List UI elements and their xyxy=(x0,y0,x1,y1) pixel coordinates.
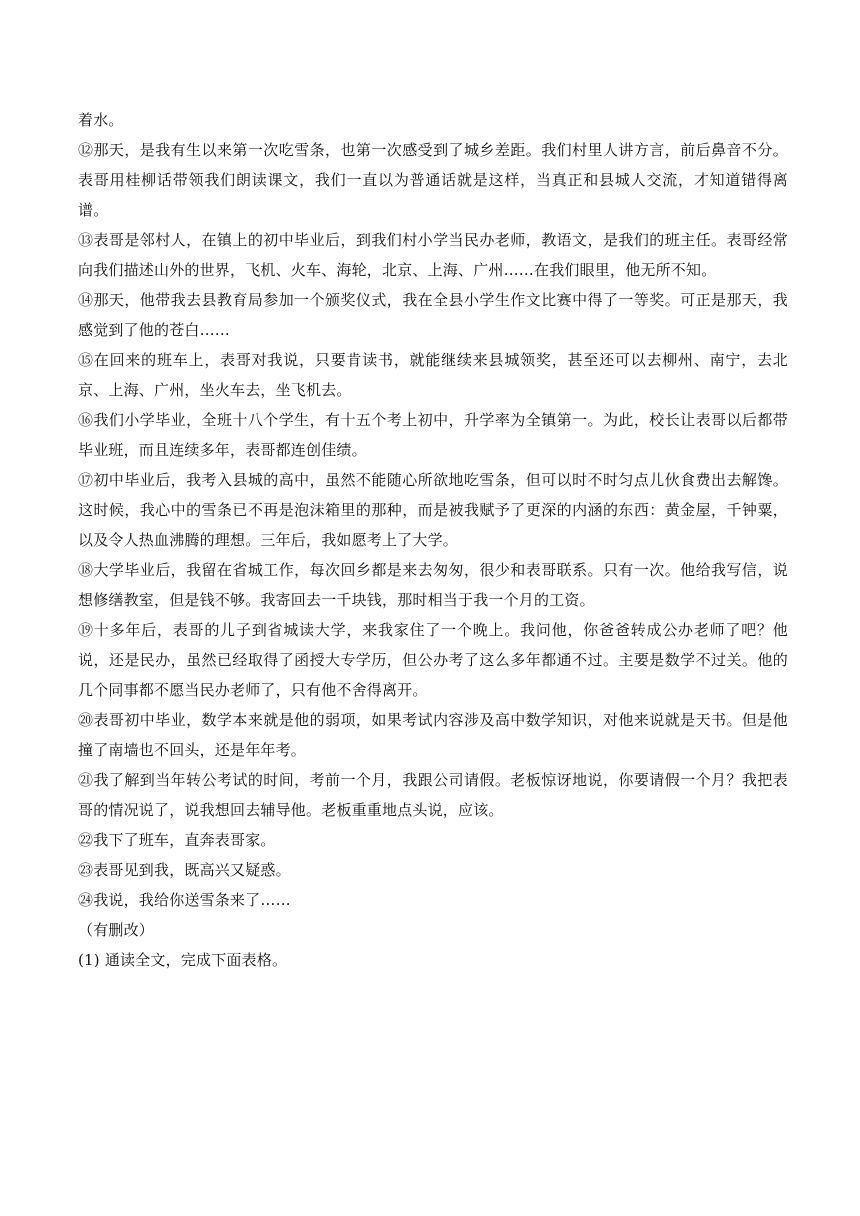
paragraph-13: ⑬表哥是邻村人，在镇上的初中毕业后，到我们村小学当民办老师，教语文，是我们的班主任。表哥经常向我们描述山外的世界，飞机、火车、海轮，北京、上海、广州……在我们眼里，他无所不知。 xyxy=(78,231,788,279)
paragraph-20: ⑳表哥初中毕业，数学本来就是他的弱项，如果考试内容涉及高中数学知识，对他来说就是天书。但是他撞了南墙也不回头，还是年年考。 xyxy=(78,711,788,759)
paragraph-14: ⑭那天，他带我去县教育局参加一个颁奖仪式，我在全县小学生作文比赛中得了一等奖。可正是那天，我感觉到了他的苍白…… xyxy=(78,291,788,339)
paragraph-15: ⑮在回来的班车上，表哥对我说，只要肯读书，就能继续来县城领奖，甚至还可以去柳州、南宁，去北京、上海、广州，坐火车去，坐飞机去。 xyxy=(78,351,788,399)
paragraph-17: ⑰初中毕业后，我考入县城的高中，虽然不能随心所欲地吃雪条，但可以时不时匀点儿伙食费出去解馋。这时候，我心中的雪条已不再是泡沫箱里的那种，而是被我赋予了更深的内涵的东西：黄金屋，千钟粟，以及令人热血沸腾的理想。三年后，我如愿考上了大学。 xyxy=(78,471,788,549)
paragraph-18: ⑱大学毕业后，我留在省城工作，每次回乡都是来去匆匆，很少和表哥联系。只有一次。他给我写信，说想修缮教室，但是钱不够。我寄回去一千块钱，那时相当于我一个月的工资。 xyxy=(78,561,788,609)
paragraph-19: ⑲十多年后，表哥的儿子到省城读大学，来我家住了一个晚上。我问他，你爸爸转成公办老师了吧？他说，还是民办，虽然已经取得了函授大专学历，但公办考了这么多年都通不过。主要是数学不过关。他的几个同事都不愿当民办老师了，只有他不舍得离开。 xyxy=(78,621,788,699)
question-1: (1) 通读全文，完成下面表格。 xyxy=(78,951,288,969)
paragraph-21: ㉑我了解到当年转公考试的时间，考前一个月，我跟公司请假。老板惊讶地说，你要请假一个月？我把表哥的情况说了，说我想回去辅导他。老板重重地点头说，应该。 xyxy=(78,771,788,819)
paragraph-16: ⑯我们小学毕业，全班十八个学生，有十五个考上初中，升学率为全镇第一。为此，校长让表哥以后都带毕业班，而且连续多年，表哥都连创佳绩。 xyxy=(78,411,788,459)
paragraph-24: ㉔我说，我给你送雪条来了…… xyxy=(78,891,291,909)
paragraph-23: ㉓表哥见到我，既高兴又疑惑。 xyxy=(78,861,291,879)
paragraph-continuation: 着水。 xyxy=(78,111,124,129)
document-page xyxy=(78,105,788,975)
paragraph-12: ⑫那天，是我有生以来第一次吃雪条，也第一次感受到了城乡差距。我们村里人讲方言，前后鼻音不分。表哥用桂柳话带领我们朗读课文，我们一直以为普通话就是这样，当真正和县城人交流，才知道错得离谱。 xyxy=(78,141,788,219)
paragraph-22: ㉒我下了班车，直奔表哥家。 xyxy=(78,831,276,849)
abridged-note: （有删改） xyxy=(78,921,155,939)
